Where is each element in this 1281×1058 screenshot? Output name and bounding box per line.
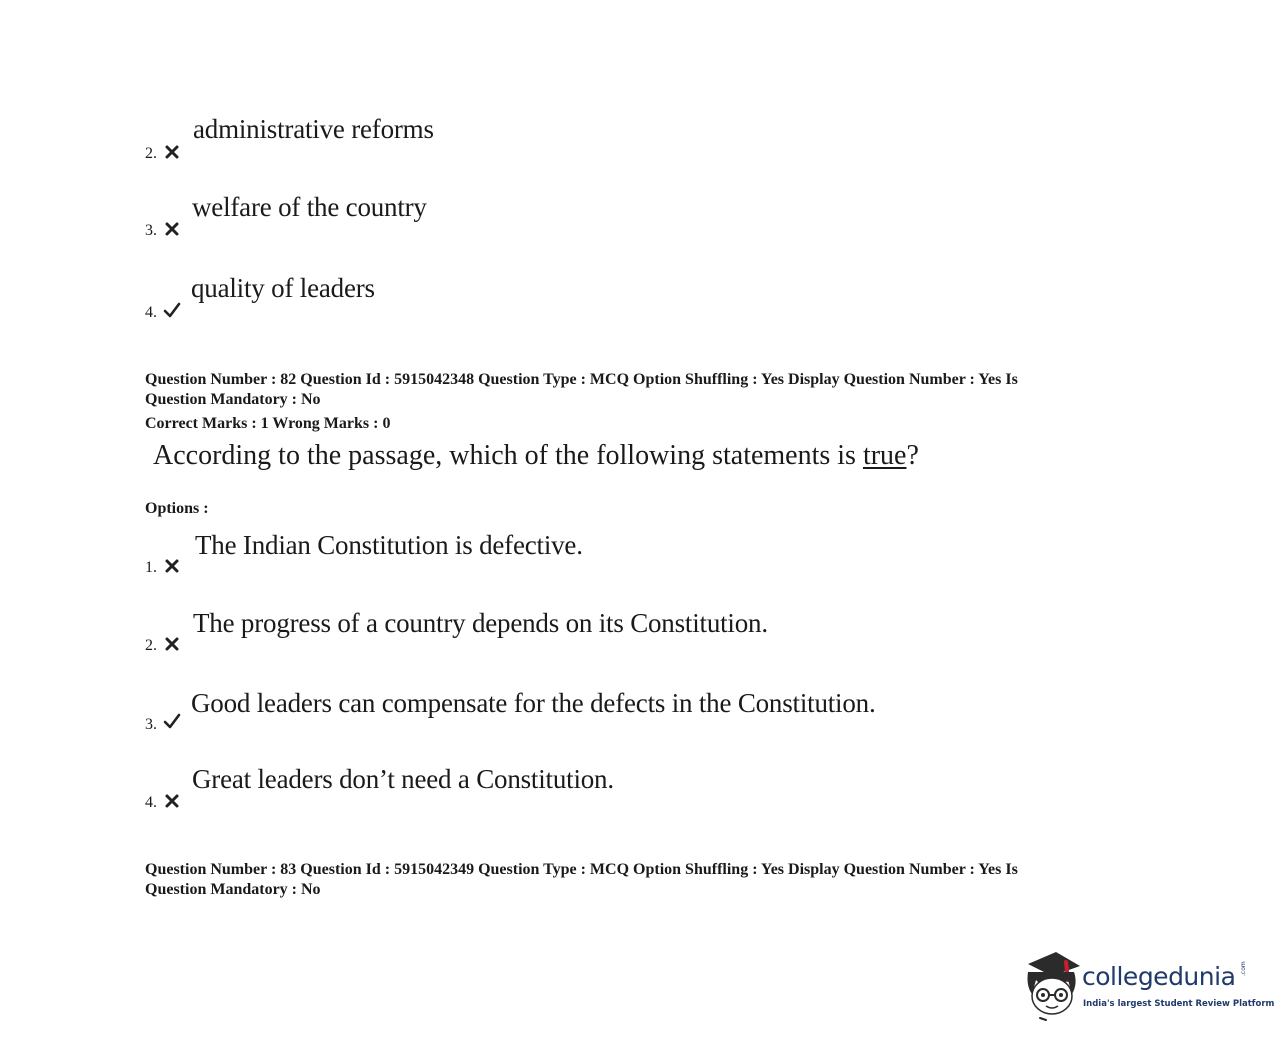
q82-question-underlined: true <box>862 440 907 471</box>
prev-option-4-number: 4. <box>145 304 157 321</box>
cross-icon <box>163 557 181 575</box>
q83-meta-line2: Question Mandatory : No <box>145 881 321 898</box>
prev-option-3-text: welfare of the country <box>192 192 427 222</box>
cross-icon <box>163 635 181 653</box>
q82-option-1-text: The Indian Constitution is defective. <box>195 530 583 560</box>
cross-icon <box>163 220 181 238</box>
check-icon <box>163 301 181 319</box>
q82-option-4-text: Great leaders don’t need a Constitution. <box>192 764 614 794</box>
logo-tagline: India's largest Student Review Platform <box>1083 999 1275 1009</box>
cross-icon <box>163 792 181 810</box>
prev-option-3-number: 3. <box>145 222 157 239</box>
q82-options-label: Options : <box>145 500 209 517</box>
mascot-icon <box>1022 950 1082 1025</box>
q82-option-3-number: 3. <box>145 716 157 733</box>
logo-suffix: .com <box>1240 961 1247 976</box>
logo-wordmark: collegedunia <box>1082 962 1236 991</box>
q82-meta-line2: Question Mandatory : No <box>145 391 321 408</box>
q82-option-2-text: The progress of a country depends on its Constitution. <box>193 608 768 638</box>
q82-meta-line1: Question Number : 82 Question Id : 5915042348 Question Type : MCQ Option Shuffling : Yes Display Question Number : Yes Is <box>145 371 1018 388</box>
cross-icon <box>163 143 181 161</box>
prev-option-2-text: administrative reforms <box>193 114 434 144</box>
q82-question-before: According to the passage, which of the following statements is <box>153 440 863 471</box>
collegedunia-logo <box>1022 950 1275 1025</box>
q82-option-4-number: 4. <box>145 794 157 811</box>
q82-question-after: ? <box>906 440 919 471</box>
check-icon <box>163 712 181 730</box>
q82-question-text <box>153 440 919 472</box>
prev-option-2-number: 2. <box>145 145 157 162</box>
q82-option-1-number: 1. <box>145 559 157 576</box>
q82-option-3-text: Good leaders can compensate for the defects in the Constitution. <box>191 688 876 718</box>
prev-option-4-text: quality of leaders <box>191 273 375 303</box>
q82-option-2-number: 2. <box>145 637 157 654</box>
q82-marks: Correct Marks : 1 Wrong Marks : 0 <box>145 415 391 432</box>
q83-meta-line1: Question Number : 83 Question Id : 5915042349 Question Type : MCQ Option Shuffling : Yes Display Question Number : Yes Is <box>145 861 1018 878</box>
